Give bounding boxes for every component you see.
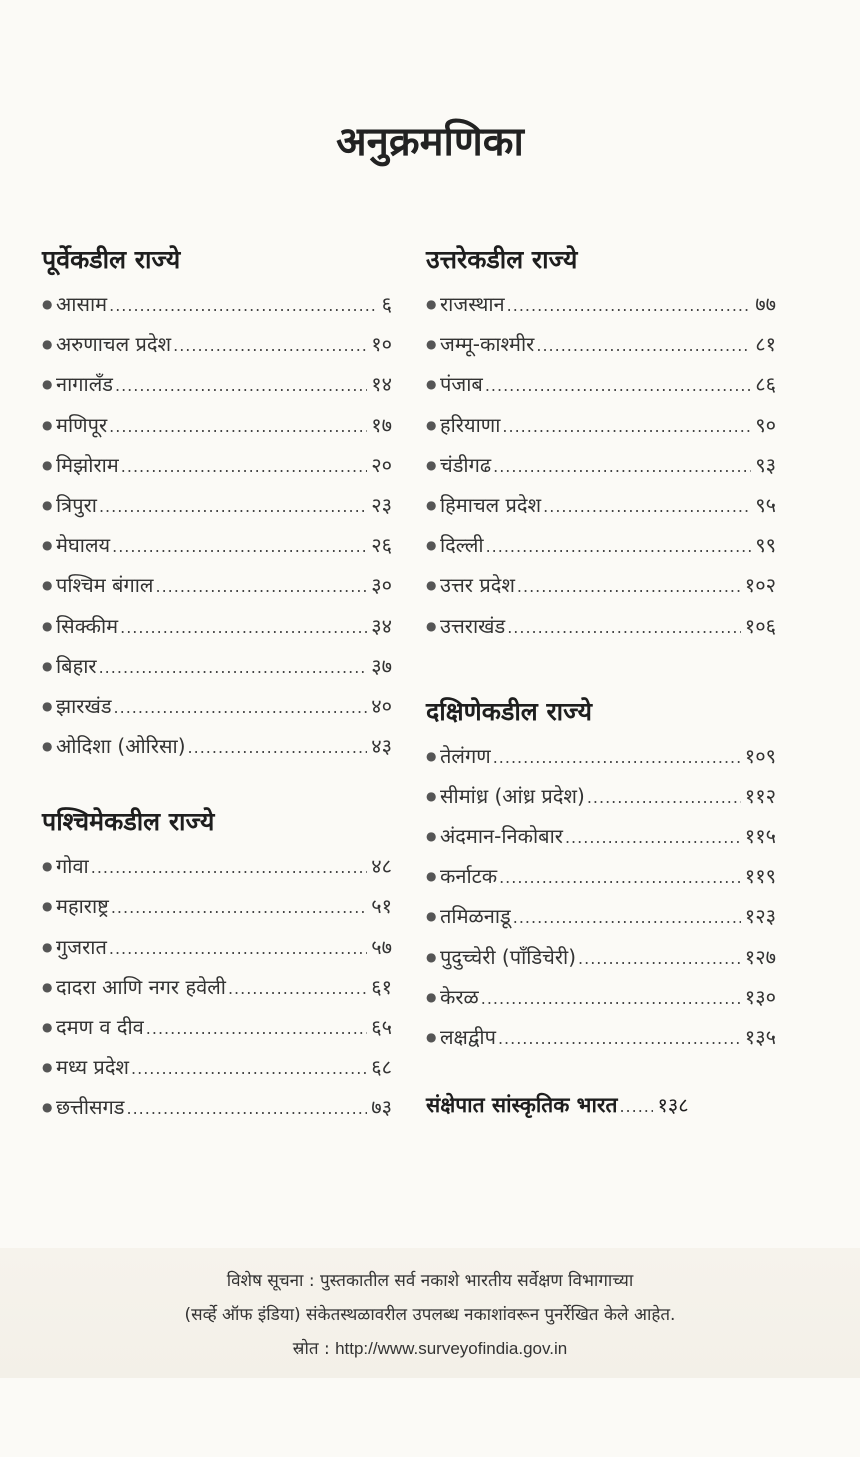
toc-entry-page: २३ xyxy=(371,492,392,517)
bullet-icon: ● xyxy=(426,869,437,884)
bullet-icon: ● xyxy=(42,457,53,472)
toc-entry[interactable] xyxy=(426,485,776,525)
toc-entry-page: ८६ xyxy=(755,372,776,397)
toc-entry[interactable] xyxy=(42,967,392,1007)
dot-leader xyxy=(486,527,752,567)
bullet-icon: ● xyxy=(42,497,53,512)
toc-entry-label: सिक्कीम xyxy=(56,613,119,638)
toc-entry-label: गोवा xyxy=(56,854,89,879)
toc-entry[interactable] xyxy=(42,565,392,605)
left-column xyxy=(42,238,392,1128)
toc-entry-page: ६१ xyxy=(371,974,392,999)
toc-entry[interactable] xyxy=(426,977,776,1017)
dot-leader xyxy=(91,848,367,888)
toc-entry-label: दमण व दीव xyxy=(56,1015,144,1039)
toc-entry-page: ५७ xyxy=(371,934,392,959)
toc-entry[interactable] xyxy=(42,364,392,404)
dot-leader xyxy=(502,407,751,447)
bullet-icon: ● xyxy=(426,417,437,432)
toc-entry-label: जम्मू-काश्मीर xyxy=(440,332,535,357)
toc-entry-page: ६ xyxy=(381,292,392,316)
toc-entry-label: सीमांध्र (आंध्र प्रदेश) xyxy=(440,783,585,808)
toc-entry-label: मिझोराम xyxy=(56,452,119,477)
toc-entry-page: ११२ xyxy=(744,783,776,808)
dot-leader xyxy=(587,778,741,818)
toc-entry-label: अरुणाचल प्रदेश xyxy=(56,332,172,357)
toc-entry-page: ४८ xyxy=(371,854,392,879)
toc-entry-page: १३५ xyxy=(744,1025,776,1049)
dot-leader xyxy=(499,858,741,898)
toc-entry-page: ७७ xyxy=(755,292,776,316)
toc-entry-label: दिल्ली xyxy=(440,533,484,558)
toc-entry-page: ६५ xyxy=(371,1015,392,1039)
toc-entry-page: ६८ xyxy=(371,1055,392,1080)
toc-entry-label: केरळ xyxy=(440,984,479,1009)
toc-entry-label: दादरा आणि नगर हवेली xyxy=(56,974,226,999)
dot-leader xyxy=(109,286,377,326)
dot-leader xyxy=(111,888,367,928)
toc-entry-label: ओदिशा (ओरिसा) xyxy=(56,734,186,759)
toc-entry[interactable] xyxy=(426,856,776,896)
source-url-link[interactable]: http://www.surveyofindia.gov.in xyxy=(335,1339,568,1358)
toc-entry-label: मणिपूर xyxy=(56,412,108,437)
section-heading-west: पश्चिमेकडील राज्ये xyxy=(42,807,215,837)
toc-entry-label: बिहार xyxy=(56,653,97,678)
toc-entry[interactable] xyxy=(42,1007,392,1047)
dot-leader xyxy=(513,898,741,938)
dot-leader xyxy=(188,728,368,768)
toc-entry-label: आसाम xyxy=(56,292,108,316)
toc-entry-page: ८१ xyxy=(755,332,776,357)
toc-entry-page: १४ xyxy=(371,372,392,397)
toc-entry-page: १३० xyxy=(744,984,776,1009)
special-note-box xyxy=(0,1248,860,1378)
toc-entry[interactable] xyxy=(426,816,776,856)
bullet-icon: ● xyxy=(426,949,437,964)
dot-leader xyxy=(481,979,741,1019)
bullet-icon: ● xyxy=(42,618,53,633)
dot-leader xyxy=(228,969,367,1009)
toc-entry[interactable] xyxy=(42,324,392,364)
section-heading-north: उत्तरेकडील राज्ये xyxy=(426,245,578,274)
dot-leader xyxy=(536,326,751,366)
dot-leader xyxy=(493,738,741,778)
toc-entry-page: १० xyxy=(371,332,392,357)
bullet-icon: ● xyxy=(426,337,437,352)
dot-leader xyxy=(173,326,367,366)
toc-entry[interactable] xyxy=(42,405,392,445)
dot-leader xyxy=(99,648,368,688)
toc-entry-page: २० xyxy=(371,452,392,477)
toc-entry[interactable] xyxy=(426,284,776,324)
toc-entry[interactable] xyxy=(42,445,392,485)
toc-entry[interactable] xyxy=(426,565,776,605)
bullet-icon: ● xyxy=(42,417,53,432)
dot-leader xyxy=(115,366,367,406)
toc-entry-page: १३८ xyxy=(657,1093,689,1118)
dot-leader xyxy=(131,1049,367,1089)
toc-entry-page: ९९ xyxy=(755,533,776,558)
bullet-icon: ● xyxy=(42,1060,53,1075)
toc-entry-page: ४० xyxy=(371,693,392,718)
bullet-icon: ● xyxy=(426,618,437,633)
toc-entry-page: ९५ xyxy=(755,492,776,517)
toc-entry-page: ३० xyxy=(371,573,392,598)
toc-entry-label: पंजाब xyxy=(440,372,483,397)
toc-entry-page: १२३ xyxy=(744,904,776,929)
bullet-icon: ● xyxy=(42,1100,53,1115)
dot-leader xyxy=(578,939,741,979)
bullet-icon: ● xyxy=(42,859,53,874)
toc-entry[interactable] xyxy=(426,896,776,936)
bullet-icon: ● xyxy=(42,698,53,713)
bullet-icon: ● xyxy=(426,497,437,512)
right-column xyxy=(426,238,776,1119)
toc-entry[interactable] xyxy=(426,405,776,445)
toc-entry-label: तमिळनाडू xyxy=(440,904,511,929)
dot-leader xyxy=(146,1009,367,1049)
bullet-icon: ● xyxy=(426,989,437,1004)
toc-entry-label: मध्य प्रदेश xyxy=(56,1055,130,1080)
toc-entry-label: अंदमान-निकोबार xyxy=(440,824,563,849)
toc-entry[interactable] xyxy=(42,1047,392,1087)
bullet-icon: ● xyxy=(42,1020,53,1034)
toc-entry-cultural-india[interactable] xyxy=(426,1091,776,1119)
toc-entry-page: २६ xyxy=(371,533,392,558)
toc-entry-label: राजस्थान xyxy=(440,292,505,316)
bullet-icon: ● xyxy=(42,899,53,914)
bullet-icon: ● xyxy=(426,457,437,472)
bullet-icon: ● xyxy=(42,337,53,352)
toc-entry[interactable] xyxy=(426,364,776,404)
toc-entry-page: ९० xyxy=(755,412,776,437)
toc-entry[interactable] xyxy=(42,927,392,967)
toc-entry[interactable] xyxy=(42,284,392,324)
toc-entry[interactable] xyxy=(42,686,392,726)
toc-entry-label: गुजरात xyxy=(56,934,107,959)
bullet-icon: ● xyxy=(426,748,437,763)
bullet-icon: ● xyxy=(42,538,53,553)
dot-leader xyxy=(127,1089,368,1129)
toc-entry[interactable] xyxy=(42,525,392,565)
toc-entry-label: लक्षद्वीप xyxy=(440,1025,496,1049)
bullet-icon: ● xyxy=(426,829,437,844)
bullet-icon: ● xyxy=(426,578,437,593)
source-label: स्रोत : xyxy=(292,1339,330,1359)
toc-entry-page: १७ xyxy=(371,412,392,437)
toc-entry-label: मेघालय xyxy=(56,533,111,558)
toc-entry-page: १०९ xyxy=(744,743,776,768)
dot-leader xyxy=(493,447,751,487)
toc-entry[interactable] xyxy=(426,937,776,977)
toc-entry[interactable] xyxy=(426,606,776,646)
toc-entry[interactable] xyxy=(426,445,776,485)
toc-entry[interactable] xyxy=(426,1017,776,1057)
dot-leader xyxy=(112,527,367,567)
bullet-icon: ● xyxy=(42,297,53,311)
dot-leader xyxy=(155,567,367,607)
bullet-icon: ● xyxy=(42,739,53,754)
toc-entry-page: ५१ xyxy=(371,894,392,919)
toc-entry-label: झारखंड xyxy=(56,693,112,718)
toc-entry-label: कर्नाटक xyxy=(440,864,498,889)
toc-entry-label: उत्तर प्रदेश xyxy=(440,573,515,598)
page-title: अनुक्रमणिका xyxy=(336,119,524,165)
toc-entry[interactable] xyxy=(426,776,776,816)
toc-entry[interactable] xyxy=(426,736,776,776)
toc-list-west xyxy=(42,846,392,1127)
toc-entry-label: त्रिपुरा xyxy=(56,492,97,517)
toc-entry[interactable] xyxy=(42,485,392,525)
bullet-icon: ● xyxy=(426,377,437,392)
note-source-line xyxy=(0,1332,860,1366)
toc-entry[interactable] xyxy=(42,646,392,686)
toc-list-south xyxy=(426,736,776,1058)
toc-entry[interactable] xyxy=(42,606,392,646)
dot-leader xyxy=(543,487,751,527)
toc-entry-page: ११५ xyxy=(744,824,776,849)
toc-list-east xyxy=(42,284,392,766)
dot-leader xyxy=(121,447,367,487)
toc-entry-label: महाराष्ट्र xyxy=(56,894,109,919)
bullet-icon: ● xyxy=(426,1030,437,1044)
dot-leader xyxy=(120,608,367,648)
bullet-icon: ● xyxy=(426,538,437,553)
toc-entry-page: १०२ xyxy=(744,573,776,598)
dot-leader xyxy=(565,818,741,858)
dot-leader xyxy=(498,1019,741,1059)
toc-entry-page: १२७ xyxy=(744,944,776,969)
toc-entry-label: चंडीगढ xyxy=(440,452,492,477)
toc-entry[interactable] xyxy=(42,886,392,926)
toc-entry-label: तेलंगण xyxy=(440,743,491,768)
bullet-icon: ● xyxy=(426,909,437,924)
bullet-icon: ● xyxy=(42,979,53,994)
toc-entry[interactable] xyxy=(42,846,392,886)
toc-entry-label: नागालँड xyxy=(56,372,113,397)
note-line-2: (सर्व्हे ऑफ इंडिया) संकेतस्थळावरील उपलब्ध नकाशांवरून पुनर्रेखित केले आहेत. xyxy=(184,1305,676,1325)
bullet-icon: ● xyxy=(426,297,437,311)
bullet-icon: ● xyxy=(42,377,53,392)
toc-entry-page: ३४ xyxy=(371,613,392,638)
note-line-1: विशेष सूचना : पुस्तकातील सर्व नकाशे भारतीय सर्वेक्षण विभागाच्या xyxy=(226,1271,634,1291)
toc-entry-page: ९३ xyxy=(755,452,776,477)
toc-entry[interactable] xyxy=(426,324,776,364)
dot-leader xyxy=(99,487,367,527)
toc-entry[interactable] xyxy=(42,1087,392,1127)
toc-entry-label: उत्तराखंड xyxy=(440,613,506,638)
toc-entry-label: पश्चिम बंगाल xyxy=(56,573,154,598)
dot-leader xyxy=(114,688,368,728)
toc-entry[interactable] xyxy=(426,525,776,565)
toc-entry-label: हिमाचल प्रदेश xyxy=(440,492,542,517)
toc-entry-page: ७३ xyxy=(371,1095,392,1120)
toc-entry-label: छत्तीसगड xyxy=(56,1095,125,1120)
bullet-icon: ● xyxy=(42,658,53,673)
section-heading-east: पूर्वेकडील राज्ये xyxy=(42,245,181,274)
toc-entry-label: पुदुच्चेरी (पाँडिचेरी) xyxy=(440,944,577,969)
toc-list-north xyxy=(426,284,776,646)
bullet-icon: ● xyxy=(42,578,53,593)
dot-leader xyxy=(485,366,751,406)
toc-entry-page: १०६ xyxy=(744,613,776,638)
toc-entry-page: ३७ xyxy=(371,653,392,678)
dot-leader xyxy=(109,929,367,969)
bullet-icon: ● xyxy=(42,939,53,954)
dot-leader xyxy=(507,608,741,648)
section-heading-south: दक्षिणेकडील राज्ये xyxy=(426,696,592,726)
bullet-icon: ● xyxy=(426,788,437,803)
dot-leader xyxy=(619,1097,653,1116)
dot-leader xyxy=(517,567,741,607)
toc-entry-page: ४३ xyxy=(371,734,392,759)
toc-entry-page: ११९ xyxy=(744,864,776,889)
dot-leader xyxy=(109,407,367,447)
toc-entry-label: हरियाणा xyxy=(440,412,501,437)
toc-entry[interactable] xyxy=(42,726,392,766)
dot-leader xyxy=(507,286,752,326)
toc-entry-label: संक्षेपात सांस्कृतिक भारत xyxy=(426,1093,618,1118)
